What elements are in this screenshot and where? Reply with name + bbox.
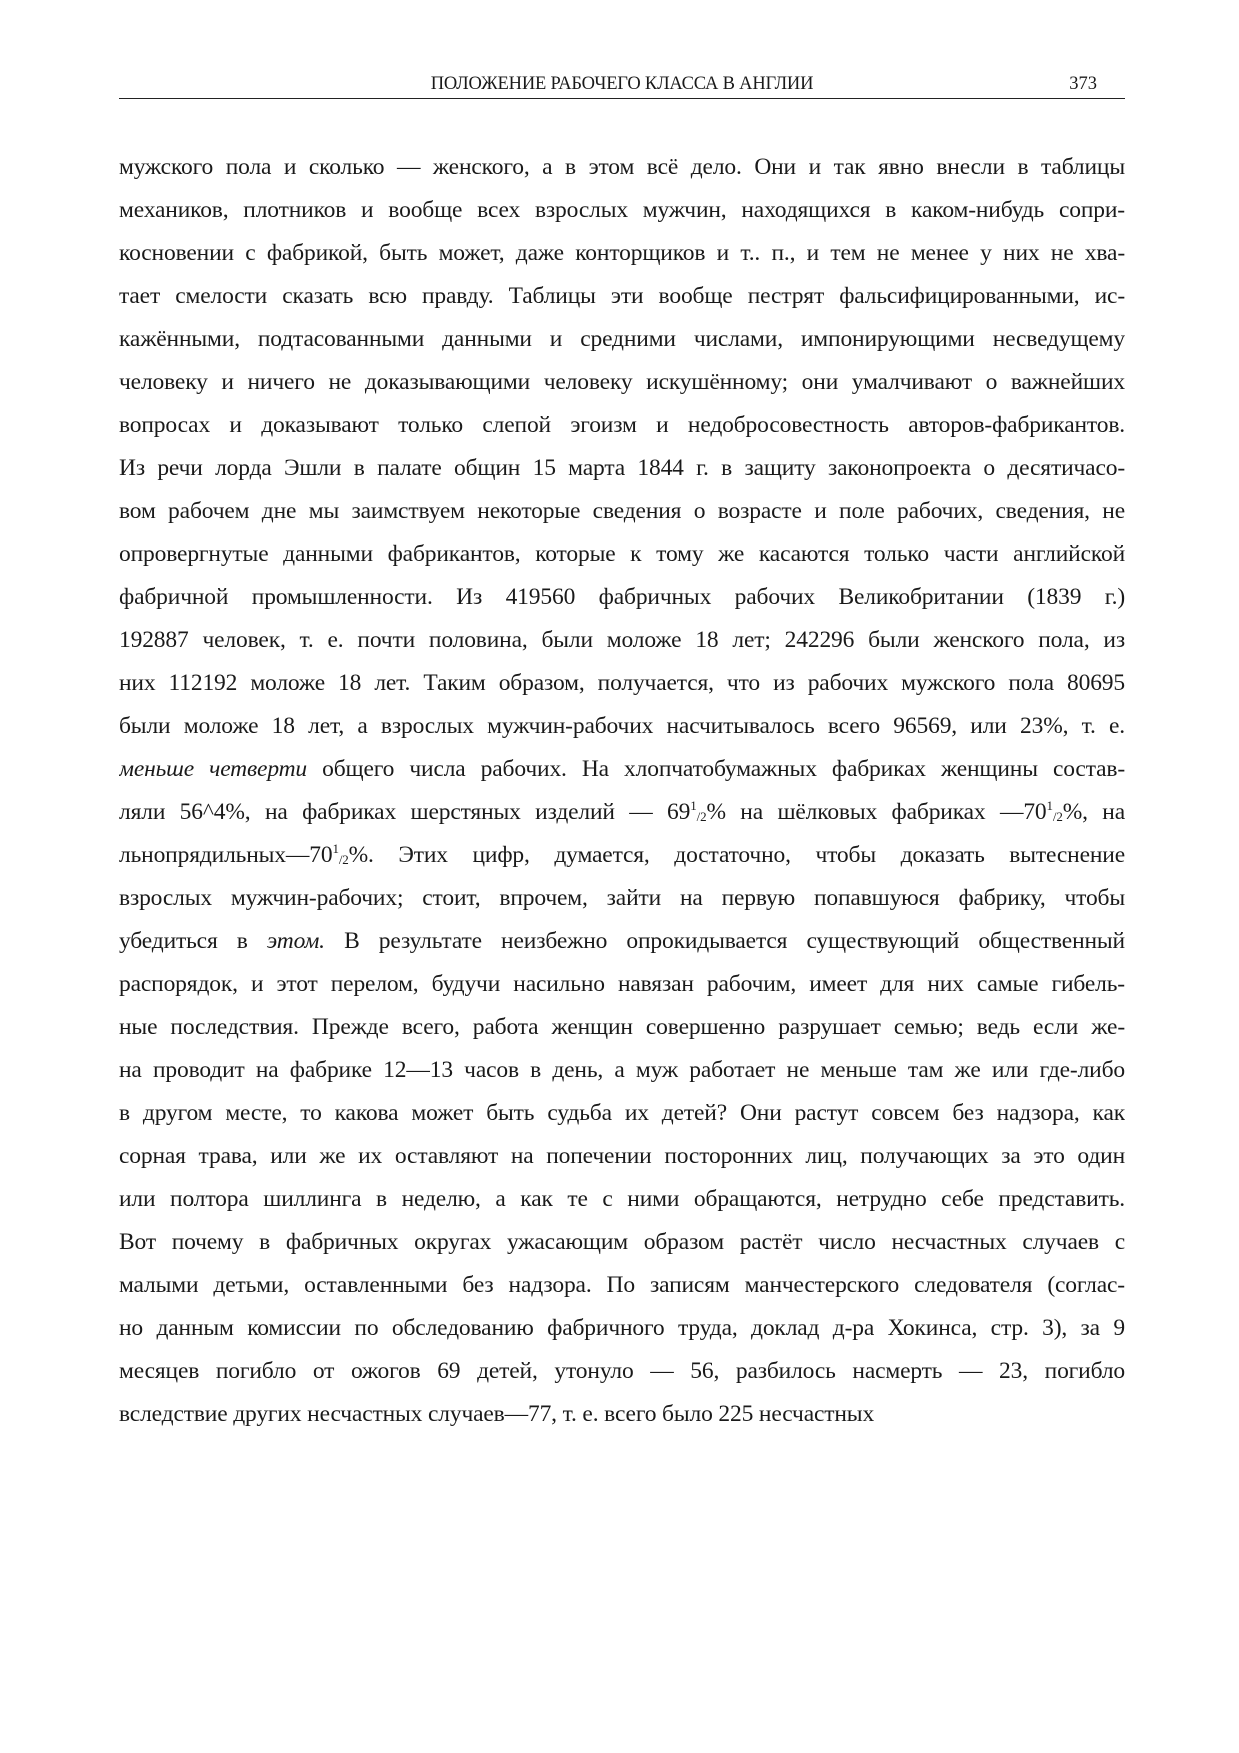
text-line: мужского пола и сколько — женского, а в этом всё дело. Они и так явно внесли в таблицы (119, 154, 1125, 180)
text-line: малыми детьми, оставленными без надзора. По записям манчестерского следователя (соглас- (119, 1272, 1125, 1298)
text-line (119, 791, 1125, 834)
text-line: тает смелости сказать всю правду. Таблицы эти вообще пестрят фальсифицированными, ис- (119, 283, 1125, 309)
text-line: ные последствия. Прежде всего, работа женщин совершенно разрушает семью; ведь если же- (119, 1014, 1125, 1040)
text-line: фабричной промышленности. Из 419560 фабричных рабочих Великобритании (1839 г.) (119, 584, 1125, 610)
fraction-numerator: 1 (332, 841, 339, 856)
text-line: Из речи лорда Эшли в палате общин 15 марта 1844 г. в защиту законопроекта о десятичасо- (119, 455, 1125, 481)
text-line: были моложе 18 лет, а взрослых мужчин-рабочих насчитывалось всего 96569, или 23%, т. е. (119, 713, 1125, 739)
text-line: вом рабочем дне мы заимствуем некоторые сведения о возрасте и поле рабочих, сведения, не (119, 498, 1125, 524)
text-line: в другом месте, то какова может быть судьба их детей? Они растут совсем без надзора, как (119, 1100, 1125, 1126)
text-line (119, 920, 1125, 963)
fraction-numerator: 1 (1046, 798, 1053, 813)
text-line: вследствие других несчастных случаев—77, т. е. всего было 225 несчастных (119, 1401, 875, 1427)
text-line: косновении с фабрикой, быть может, даже конторщиков и т.. п., и тем не менее у них не хва- (119, 240, 1125, 266)
running-header (119, 70, 1125, 99)
text-line (119, 748, 1125, 791)
text-line: сорная трава, или же их оставляют на попечении посторонних лиц, получающих за это один (119, 1143, 1125, 1169)
text-line: вопросах и доказывают только слепой эгоизм и недобросовестность авторов-фабрикантов. (119, 412, 1125, 438)
text-run: убедиться в (119, 928, 267, 954)
fraction-denominator: /2 (1052, 809, 1063, 824)
running-title: ПОЛОЖЕНИЕ РАБОЧЕГО КЛАССА В АНГЛИИ (430, 74, 814, 94)
text-line: них 112192 моложе 18 лет. Таким образом, получается, что из рабочих мужского пола 80695 (119, 670, 1125, 696)
text-line: месяцев погибло от ожогов 69 детей, утонуло — 56, разбилось насмерть — 23, погибло (119, 1358, 1125, 1384)
text-line: но данным комиссии по обследованию фабричного труда, доклад д-ра Хокинса, стр. 3), за 9 (119, 1315, 1125, 1341)
text-line: взрослых мужчин-рабочих; стоит, впрочем, зайти на первую попавшуюся фабрику, чтобы (119, 885, 1125, 911)
text-line: распорядок, и этот перелом, будучи насильно навязан рабочим, имеет для них самые гибель- (119, 971, 1125, 997)
text-line: на проводит на фабрике 12—13 часов в день, а муж работает не меньше там же или где-либо (119, 1057, 1125, 1083)
text-line: механиков, плотников и вообще всех взрослых мужчин, находящихся в каком-нибудь сопри- (119, 197, 1125, 223)
fraction-numerator: 1 (690, 798, 697, 813)
page-number: 373 (1069, 74, 1097, 94)
text-line: человеку и ничего не доказывающими человеку искушённому; они умалчивают о важнейших (119, 369, 1125, 395)
italic-emphasis: этом. (266, 928, 325, 954)
text-line: 192887 человек, т. е. почти половина, были моложе 18 лет; 242296 были женского пола, из (119, 627, 1125, 653)
text-run: В результате неизбежно опрокидывается существующий общественный (324, 928, 1125, 954)
text-line: Вот почему в фабричных округах ужасающим образом растёт число несчастных случаев с (119, 1229, 1125, 1255)
text-line (119, 834, 1125, 877)
fraction-denominator: /2 (696, 809, 707, 824)
italic-emphasis: меньше четверти (119, 756, 308, 782)
text-run: ляли 56^4%, на фабриках шерстяных изделий — 69 (119, 799, 691, 825)
text-run: %. Этих цифр, думается, достаточно, чтобы доказать вытеснение (348, 842, 1125, 868)
text-run: % на шёлковых фабриках —70 (706, 799, 1047, 825)
text-run: льнопрядильных—70 (119, 842, 333, 868)
text-line: опровергнутые данными фабрикантов, которые к тому же касаются только части английской (119, 541, 1125, 567)
text-run: общего числа рабочих. На хлопчатобумажных фабриках женщины состав- (307, 756, 1125, 782)
text-line: или полтора шиллинга в неделю, а как те с ними обращаются, нетрудно себе представить. (119, 1186, 1125, 1212)
body-text (119, 146, 1125, 1436)
fraction-denominator: /2 (338, 852, 349, 867)
text-line: кажёнными, подтасованными данными и средними числами, импонирующими несведущему (119, 326, 1125, 352)
text-run: %, на (1062, 799, 1125, 825)
